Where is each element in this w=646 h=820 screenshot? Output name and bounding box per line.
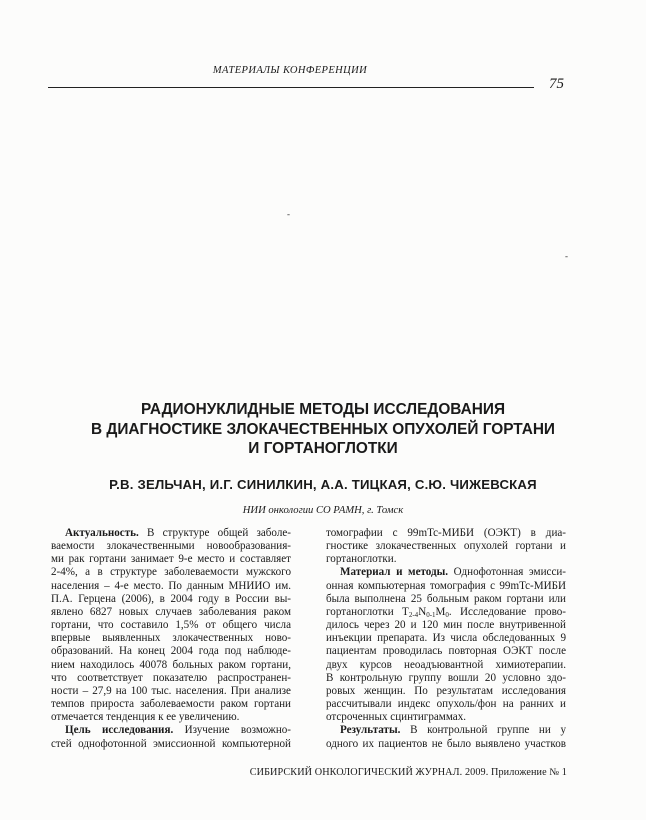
right-column-part-a [326, 527, 566, 606]
text-line: образований. На конец 2004 года под наблюде- [51, 645, 291, 658]
title-line: РАДИОНУКЛИДНЫЕ МЕТОДЫ ИССЛЕДОВАНИЯ [140, 401, 505, 418]
text-line: В контрольную группу вошли 20 условно здо- [326, 671, 566, 684]
text-line: ровых женщин. По результатам исследования [326, 684, 566, 697]
text-line: П.А. Герцена (2006), в 2004 году в России вы- [51, 592, 291, 605]
text-line: двух курсов неоадъювантной химиотерапии. [326, 658, 566, 671]
text-line: была выполнена 25 больным раком гортани или [326, 592, 566, 605]
text-line: нием находилось 40078 больных раком гортани, [51, 658, 291, 671]
text-line: ности – 27,9 на 100 тыс. населения. При анализе [51, 684, 291, 697]
text-line: гортаноглотки. [326, 553, 397, 566]
text-line: Материал и методы. Однофотонная эмисси- [340, 566, 566, 579]
header-rule [48, 87, 534, 88]
text-line: отсроченных сцинтиграммах. [326, 711, 467, 724]
text-line: томографии с 99mTc-МИБИ (ОЭКТ) в диа- [326, 527, 566, 539]
text-line: Результаты. В контрольной группе ни у [340, 724, 566, 737]
article-title [40, 400, 606, 459]
text-line: инъекции препарата. Из числа обследованных 9 [326, 632, 566, 645]
affiliation: НИИ онкологии СО РАМН, г. Томск [242, 505, 404, 516]
right-column [326, 527, 566, 751]
text-line: темпов прироста заболеваемости раком гортани [51, 698, 291, 711]
text-line: отмечается тенденция к ее увеличению. [51, 711, 240, 724]
text-line: Цель исследования. Изучение возможно- [65, 724, 291, 737]
left-column [51, 527, 291, 751]
text-line: гортани, что составило 1,5% от общего числа [51, 619, 291, 632]
page-number: 75 [549, 76, 564, 92]
authors: Р.В. ЗЕЛЬЧАН, И.Г. СИНИЛКИН, А.А. ТИЦКАЯ, С.Ю. ЧИЖЕВСКАЯ [109, 477, 537, 492]
text-line: явлено 6827 новых случаев заболевания раком [51, 605, 291, 618]
text-line: что соответствует показателю распространен- [51, 671, 291, 684]
text-line: 2-4%, а в структуре заболеваемости мужского [51, 566, 291, 579]
section-heading: Цель исследования. [65, 724, 174, 737]
text-line: Актуальность. В структуре общей заболе- [65, 527, 291, 539]
section-heading: Результаты. [340, 724, 401, 737]
journal-footer: СИБИРСКИЙ ОНКОЛОГИЧЕСКИЙ ЖУРНАЛ. 2009. Приложение № 1 [249, 767, 567, 778]
title-line: И ГОРТАНОГЛОТКИ [248, 440, 398, 457]
scan-mark: - [565, 251, 568, 261]
text-line: стей однофотонной эмиссионной компьютерной [51, 737, 291, 750]
running-head: МАТЕРИАЛЫ КОНФЕРЕНЦИИ [212, 65, 368, 76]
section-heading: Материал и методы. [340, 566, 449, 579]
text-line: ваемости злокачественными новообразования- [51, 540, 291, 553]
section-heading: Актуальность. [65, 527, 139, 539]
text-line: рассчитывали индекс опухоль/фон на ранних и [326, 698, 566, 711]
text-line: дилось через 20 и 120 мин после внутривенной [326, 619, 566, 632]
text-line: пациентам проводилась повторная ОЭКТ после [326, 645, 566, 658]
text-line: онная компьютерная томография с 99mTc-МИБИ [326, 579, 566, 592]
text-line: впервые выявленных злокачественных ново- [51, 632, 291, 645]
text-line: гностике злокачественных опухолей гортани и [326, 540, 566, 553]
text-line-tnm: гортаноглотки $Т_{2-4}N_{0-1}M_0$. Исследование прово- [326, 605, 566, 619]
scan-mark: - [287, 209, 290, 219]
text-line: ми рак гортани занимает 9-е место и составляет [51, 553, 291, 566]
text-line: одного их пациентов не было выявлено участков [326, 737, 566, 750]
title-line: В ДИАГНОСТИКЕ ЗЛОКАЧЕСТВЕННЫХ ОПУХОЛЕЙ ГОРТАНИ [90, 420, 555, 438]
text-line: населения – 4-е место. По данным МНИИО им. [51, 579, 291, 592]
right-column-part-b [326, 619, 566, 751]
